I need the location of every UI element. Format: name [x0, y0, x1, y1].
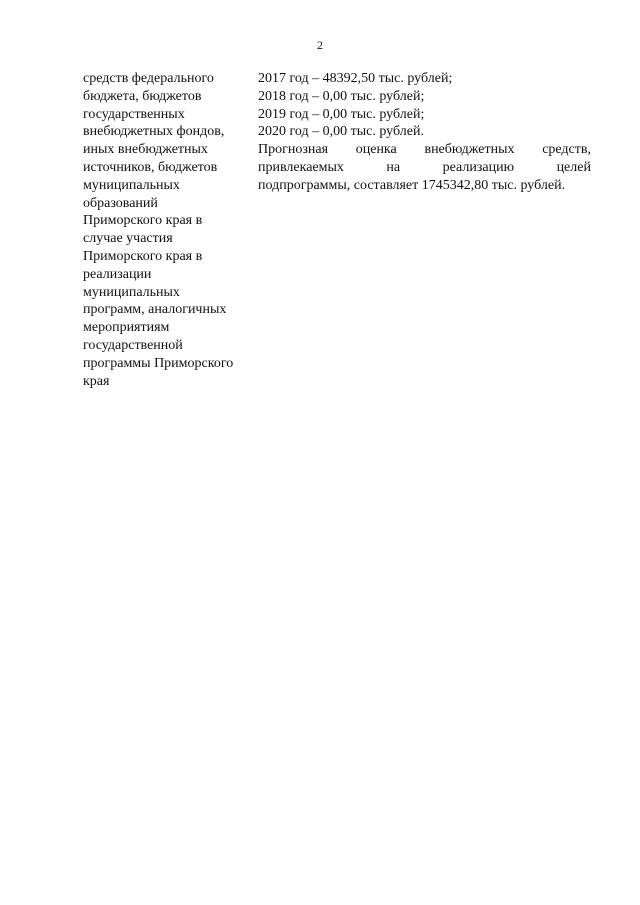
text-line: программ, аналогичных	[83, 302, 227, 318]
text-line: муниципальных	[83, 284, 180, 300]
word: реализацию	[442, 159, 515, 175]
word: на	[386, 159, 401, 175]
year-amount-2018: 2018 год – 0,00 тыс. рублей;	[258, 88, 425, 104]
word: целей	[556, 159, 591, 175]
text-line: образований	[83, 195, 158, 211]
funding-amounts	[258, 70, 591, 195]
resource-source-description	[83, 70, 253, 390]
word: средств,	[542, 142, 591, 158]
text-line: реализации	[83, 266, 152, 282]
forecast-line: подпрограммы, составляет 1745342,80 тыс. рублей.	[258, 177, 566, 193]
text-line: внебюджетных фондов,	[83, 124, 225, 140]
page-number: 2	[317, 38, 323, 52]
text-line: иных внебюджетных	[83, 142, 208, 158]
word: привлекаемых	[258, 159, 344, 175]
year-amount-2017: 2017 год – 48392,50 тыс. рублей;	[258, 71, 453, 86]
word: внебюджетных	[424, 142, 515, 158]
text-line: случае участия	[83, 231, 173, 247]
year-amount-2020: 2020 год – 0,00 тыс. рублей.	[258, 124, 424, 140]
text-line: Приморского края в	[83, 213, 203, 229]
text-line: средств федерального	[83, 71, 214, 86]
text-line: муниципальных	[83, 177, 180, 193]
text-line: края	[83, 373, 110, 389]
forecast-line	[258, 159, 591, 177]
word: Прогнозная	[258, 142, 329, 158]
text-line: бюджета, бюджетов	[83, 88, 202, 104]
text-line: источников, бюджетов	[83, 159, 218, 175]
year-amount-2019: 2019 год – 0,00 тыс. рублей;	[258, 106, 425, 122]
forecast-line	[258, 141, 591, 159]
text-line: программы Приморского	[83, 355, 234, 371]
word: оценка	[355, 142, 397, 158]
text-line: государственных	[83, 106, 185, 122]
text-line: мероприятиям	[83, 320, 170, 336]
text-line: Приморского края в	[83, 248, 203, 264]
text-line: государственной	[83, 337, 183, 353]
